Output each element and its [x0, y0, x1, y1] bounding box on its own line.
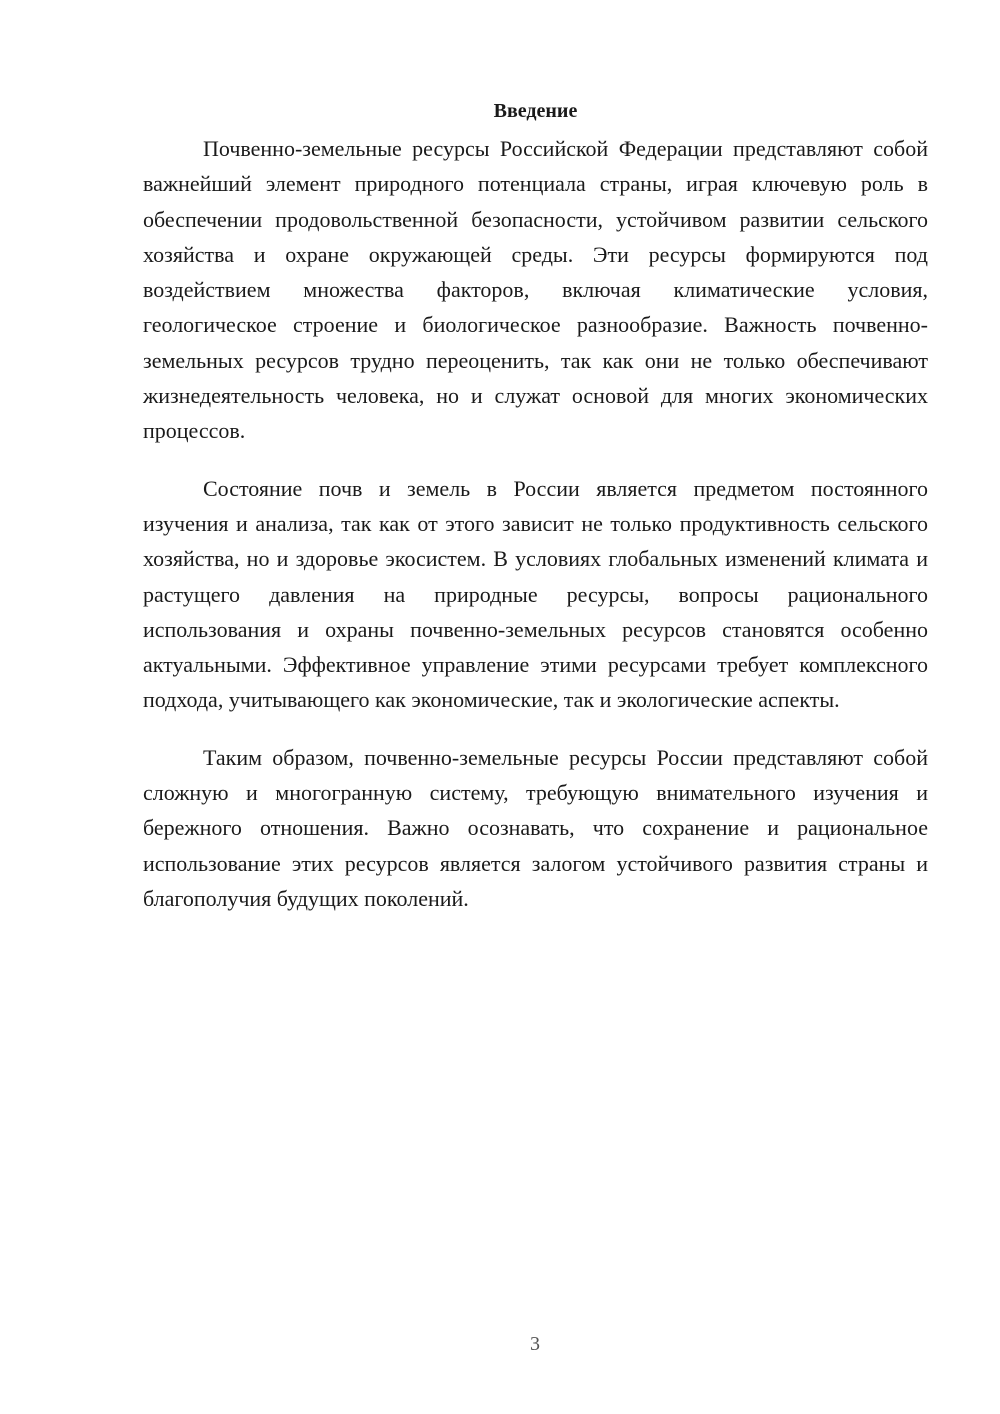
paragraph-1: Почвенно-земельные ресурсы Российской Федерации представляют собой важнейший элемент природного потенциала страны, играя ключевую роль в обеспечении продовольственной безопасности, устойчивом развитии сельского хозяйства и охране окружающей среды. Эти ресурсы формируются под воздействием множества факторов, включая климатические условия, геологическое строение и биологическое разнообразие. Важность почвенно-земельных ресурсов трудно переоценить, так как они не только обеспечивают жизнедеятельность человека, но и служат основой для многих экономических процессов.: [143, 136, 928, 444]
page-number: 3: [530, 1333, 540, 1355]
page-content: [143, 96, 928, 938]
paragraph-3: Таким образом, почвенно-земельные ресурсы России представляют собой сложную и многогранную систему, требующую внимательного изучения и бережного отношения. Важно осознавать, что сохранение и рациональное использование этих ресурсов является залогом устойчивого развития страны и благополучия будущих поколений.: [143, 744, 928, 911]
section-heading: Введение: [493, 100, 578, 122]
paragraph-2: Состояние почв и земель в России является предметом постоянного изучения и анализа, так как от этого зависит не только продуктивность сельского хозяйства, но и здоровье экосистем. В условиях глобальных изменений климата и растущего давления на природные ресурсы, вопросы рационального использования и охраны почвенно-земельных ресурсов становятся особенно актуальными. Эффективное управление этими ресурсами требует комплексного подхода, учитывающего как экономические, так и экологические аспекты.: [143, 475, 928, 713]
